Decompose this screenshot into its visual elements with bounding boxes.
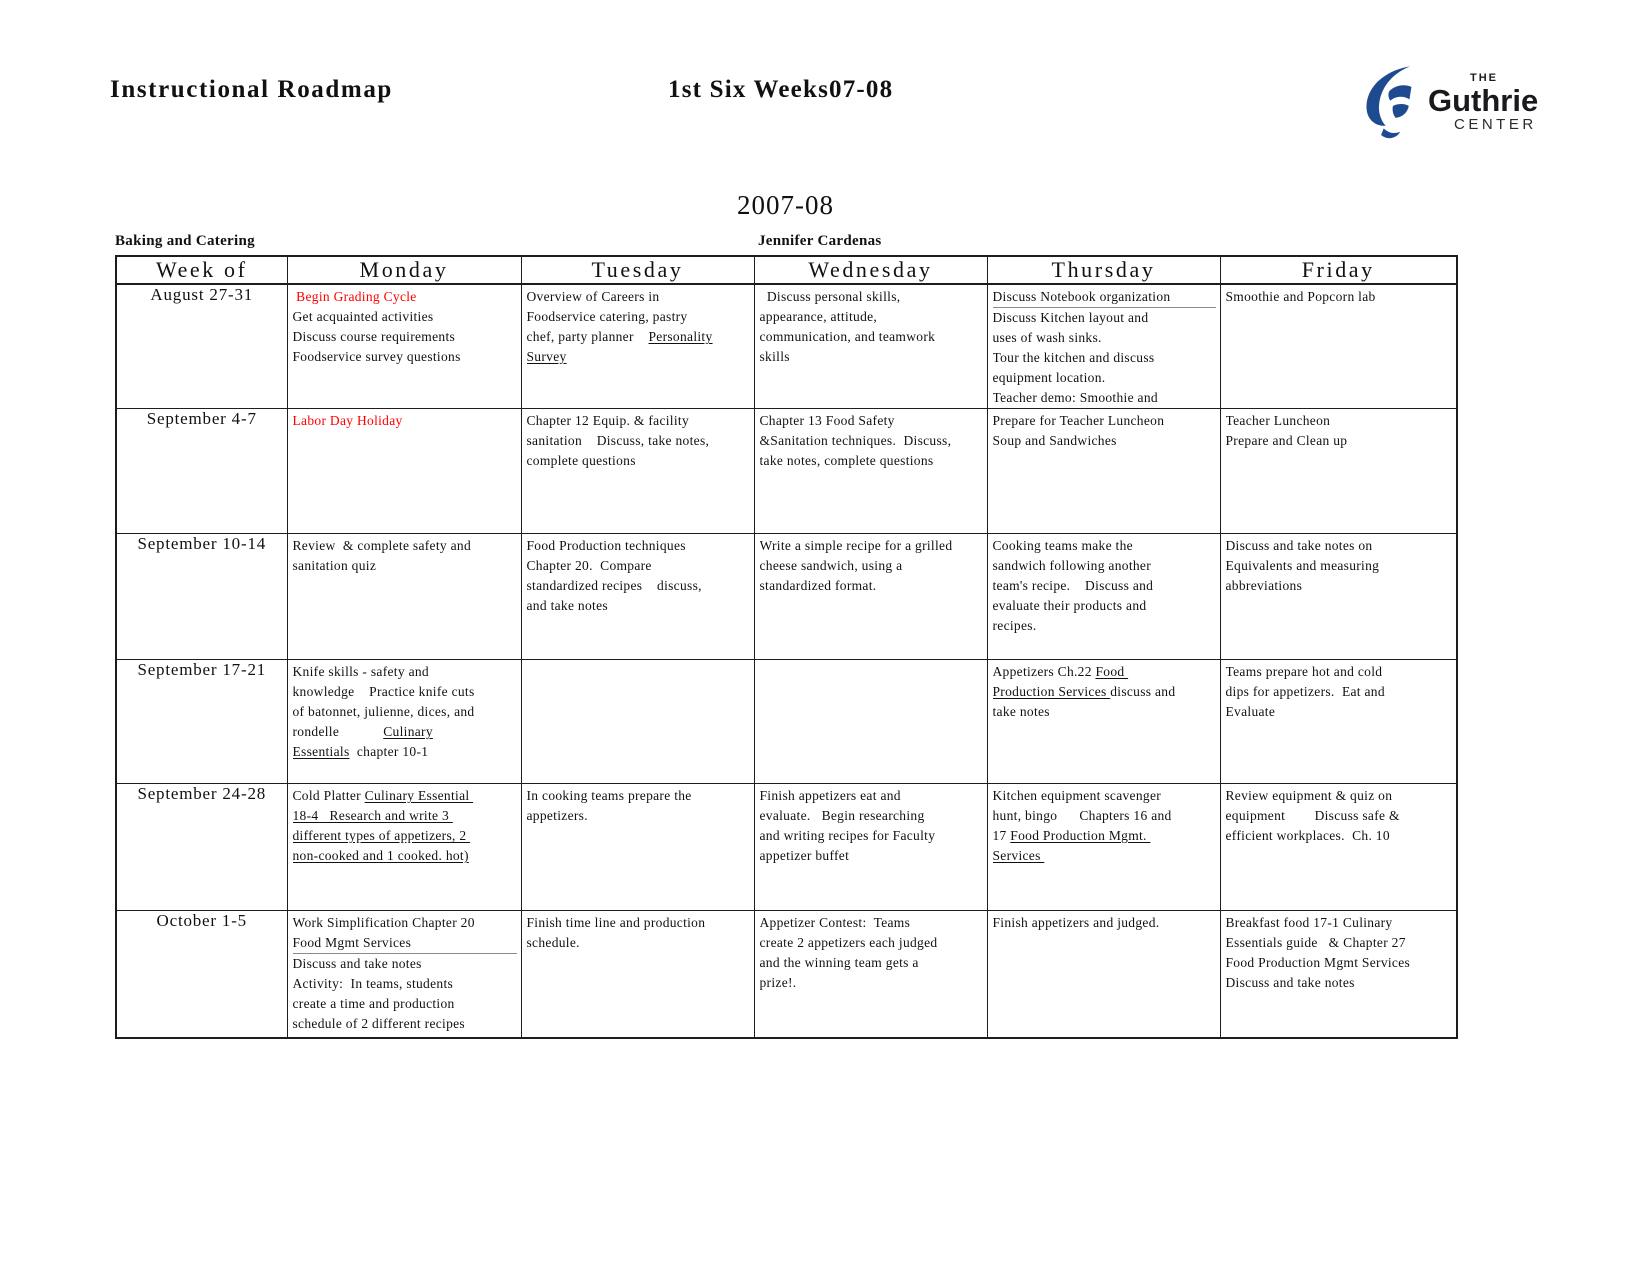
school-year-title: 2007-08: [737, 190, 834, 220]
schedule-cell-monday: [287, 911, 521, 1038]
schedule-text-line: evaluate. Begin researching: [759, 808, 925, 823]
logo-word-the: THE: [1470, 71, 1498, 84]
schedule-text-line: Production Services discuss and: [992, 684, 1176, 699]
logo-word-guthrie: Guthrie: [1428, 82, 1539, 118]
schedule-text-line: complete questions: [526, 453, 636, 468]
schedule-text-line: communication, and teamwork: [759, 329, 936, 344]
week-cell: September 10-14: [116, 534, 287, 660]
schedule-text-line: 17 Food Production Mgmt.: [992, 828, 1151, 843]
schedule-cell-wednesday: [754, 911, 987, 1038]
schedule-text-line: Teacher Luncheon: [1225, 413, 1331, 428]
schedule-text-line: of batonnet, julienne, dices, and: [292, 704, 475, 719]
week-cell: August 27-31: [116, 284, 287, 409]
schedule-text-line: &Sanitation techniques. Discuss,: [759, 433, 952, 448]
schedule-text-line: Food Production Mgmt Services: [1225, 955, 1411, 970]
schedule-cell-tuesday: [521, 911, 754, 1038]
schedule-text-line: rondelle Culinary: [292, 724, 433, 739]
schedule-text-line: schedule.: [526, 935, 580, 950]
schedule-text-line: Begin Grading Cycle: [292, 289, 417, 304]
table-row: [116, 284, 1457, 409]
schedule-cell-thursday: [987, 911, 1220, 1038]
schedule-text-line: Discuss and take notes: [292, 956, 422, 971]
schedule-text-line: different types of appetizers, 2: [292, 828, 471, 843]
schedule-text-line: Essentials chapter 10-1: [292, 744, 429, 759]
schedule-text-line: Appetizer Contest: Teams: [759, 915, 911, 930]
schedule-text-line: Finish time line and production: [526, 915, 706, 930]
schedule-cell-thursday: [987, 784, 1220, 911]
schedule-cell-thursday: [987, 660, 1220, 784]
schedule-header-row: [116, 256, 1457, 284]
schedule-text-line: Foodservice catering, pastry: [526, 309, 688, 324]
schedule-text-line: team's recipe. Discuss and: [992, 578, 1154, 593]
guthrie-logo-text: [1428, 73, 1538, 132]
schedule-text-line: Discuss and take notes on: [1225, 538, 1373, 553]
schedule-cell-tuesday: [521, 660, 754, 784]
table-row: [116, 911, 1457, 1038]
schedule-cell-tuesday: [521, 784, 754, 911]
document-title: Instructional Roadmap: [110, 76, 393, 103]
schedule-text-line: appearance, attitude,: [759, 309, 878, 324]
schedule-text-line: Chapter 12 Equip. & facility: [526, 413, 689, 428]
schedule-cell-tuesday: [521, 534, 754, 660]
schedule-text-line: Chapter 20. Compare: [526, 558, 652, 573]
schedule-text-line: recipes.: [992, 618, 1037, 633]
table-row: [116, 784, 1457, 911]
schedule-text-line: Finish appetizers eat and: [759, 788, 901, 803]
week-cell: October 1-5: [116, 911, 287, 1038]
schedule-text-line: and take notes: [526, 598, 608, 613]
schedule-text-line: 18-4 Research and write 3: [292, 808, 453, 823]
schedule-cell-wednesday: [754, 409, 987, 534]
schedule-text-line: take notes, complete questions: [759, 453, 934, 468]
schedule-text-line: Food Mgmt Services: [293, 933, 517, 954]
schedule-text-line: sanitation Discuss, take notes,: [526, 433, 710, 448]
schedule-text-line: Finish appetizers and judged.: [992, 915, 1160, 930]
schedule-text-line: Get acquainted activities: [292, 309, 434, 324]
schedule-text-line: equipment location.: [992, 370, 1106, 385]
course-meta-row: [115, 233, 1456, 253]
schedule-text-line: and the winning team gets a: [759, 955, 919, 970]
schedule-text-line: sanitation quiz: [292, 558, 377, 573]
schedule-text-line: dips for appetizers. Eat and: [1225, 684, 1385, 699]
schedule-cell-wednesday: [754, 784, 987, 911]
schedule-cell-wednesday: [754, 534, 987, 660]
schedule-cell-friday: [1220, 660, 1457, 784]
schedule-cell-monday: [287, 784, 521, 911]
schedule-text-line: take notes: [992, 704, 1050, 719]
schedule-cell-wednesday: [754, 284, 987, 409]
schedule-table: [115, 255, 1458, 1039]
course-name: Baking and Catering: [115, 233, 255, 249]
schedule-text-line: appetizers.: [526, 808, 588, 823]
guthrie-center-logo: [1356, 64, 1538, 140]
schedule-text-line: evaluate their products and: [992, 598, 1147, 613]
schedule-cell-friday: [1220, 784, 1457, 911]
schedule-cell-thursday: [987, 409, 1220, 534]
schedule-text-line: Kitchen equipment scavenger: [992, 788, 1162, 803]
schedule-text-line: knowledge Practice knife cuts: [292, 684, 475, 699]
schedule-text-line: Appetizers Ch.22 Food: [992, 664, 1129, 679]
schedule-text-line: In cooking teams prepare the: [526, 788, 692, 803]
schedule-text-line: Breakfast food 17-1 Culinary: [1225, 915, 1393, 930]
schedule-text-line: prize!.: [759, 975, 797, 990]
schedule-text-line: efficient workplaces. Ch. 10: [1225, 828, 1390, 843]
schedule-text-line: Foodservice survey questions: [292, 349, 461, 364]
schedule-cell-friday: [1220, 409, 1457, 534]
schedule-text-line: standardized format.: [759, 578, 877, 593]
schedule-cell-monday: [287, 409, 521, 534]
schedule-text-line: non-cooked and 1 cooked. hot): [292, 848, 469, 863]
schedule-text-line: Overview of Careers in: [526, 289, 660, 304]
document-subtitle: 1st Six Weeks07-08: [668, 76, 894, 103]
schedule-text-line: Work Simplification Chapter 20: [292, 915, 475, 930]
schedule-text-line: Teams prepare hot and cold: [1225, 664, 1383, 679]
column-header-monday: Monday: [287, 256, 521, 284]
week-cell: September 24-28: [116, 784, 287, 911]
schedule-text-line: sandwich following another: [992, 558, 1152, 573]
schedule-cell-monday: [287, 284, 521, 409]
schedule-text-line: Evaluate: [1225, 704, 1276, 719]
schedule-text-line: equipment Discuss safe &: [1225, 808, 1400, 823]
schedule-cell-friday: [1220, 284, 1457, 409]
schedule-text-line: schedule of 2 different recipes: [292, 1016, 465, 1031]
schedule-text-line: Write a simple recipe for a grilled: [759, 538, 953, 553]
column-header-week-of: Week of: [116, 256, 287, 284]
schedule-text-line: Prepare for Teacher Luncheon: [992, 413, 1165, 428]
schedule-cell-tuesday: [521, 284, 754, 409]
schedule-text-line: Discuss course requirements: [292, 329, 456, 344]
schedule-text-line: appetizer buffet: [759, 848, 850, 863]
schedule-cell-monday: [287, 660, 521, 784]
schedule-text-line: and writing recipes for Faculty: [759, 828, 936, 843]
schedule-text-line: Chapter 13 Food Safety: [759, 413, 895, 428]
schedule-cell-tuesday: [521, 409, 754, 534]
schedule-text-line: Teacher demo: Smoothie and: [992, 390, 1158, 405]
schedule-body: [116, 284, 1457, 1038]
schedule-text-line: Survey: [526, 349, 567, 364]
schedule-text-line: abbreviations: [1225, 578, 1303, 593]
schedule-text-line: Essentials guide & Chapter 27: [1225, 935, 1406, 950]
schedule-text-line: uses of wash sinks.: [992, 330, 1102, 345]
week-cell: September 4-7: [116, 409, 287, 534]
schedule-text-line: Activity: In teams, students: [292, 976, 454, 991]
schedule-text-line: Services: [992, 848, 1045, 863]
schedule-text-line: Prepare and Clean up: [1225, 433, 1348, 448]
table-row: [116, 409, 1457, 534]
schedule-text-line: Review & complete safety and: [292, 538, 472, 553]
column-header-thursday: Thursday: [987, 256, 1220, 284]
schedule-text-line: Discuss and take notes: [1225, 975, 1355, 990]
week-cell: September 17-21: [116, 660, 287, 784]
teacher-name: Jennifer Cardenas: [758, 233, 882, 249]
schedule-text-line: Discuss Kitchen layout and: [992, 310, 1149, 325]
schedule-text-line: create 2 appetizers each judged: [759, 935, 938, 950]
schedule-text-line: Soup and Sandwiches: [992, 433, 1117, 448]
schedule-text-line: Review equipment & quiz on: [1225, 788, 1393, 803]
schedule-text-line: create a time and production: [292, 996, 455, 1011]
schedule-text-line: Equivalents and measuring: [1225, 558, 1380, 573]
schedule-text-line: Food Production techniques: [526, 538, 686, 553]
schedule-text-line: Smoothie and Popcorn lab: [1225, 289, 1376, 304]
schedule-text-line: Discuss Notebook organization: [993, 287, 1216, 308]
schedule-cell-friday: [1220, 534, 1457, 660]
schedule-cell-monday: [287, 534, 521, 660]
column-header-friday: Friday: [1220, 256, 1457, 284]
schedule-text-line: hunt, bingo Chapters 16 and: [992, 808, 1172, 823]
schedule-text-line: cheese sandwich, using a: [759, 558, 903, 573]
schedule-cell-thursday: [987, 284, 1220, 409]
schedule-text-line: Cooking teams make the: [992, 538, 1133, 553]
schedule-cell-friday: [1220, 911, 1457, 1038]
schedule-text-line: standardized recipes discuss,: [526, 578, 702, 593]
table-row: [116, 534, 1457, 660]
column-header-wednesday: Wednesday: [754, 256, 987, 284]
schedule-text-line: Cold Platter Culinary Essential: [292, 788, 474, 803]
schedule-text-line: Labor Day Holiday: [292, 413, 403, 428]
guthrie-g-icon: [1356, 64, 1422, 140]
schedule-text-line: chef, party planner Personality: [526, 329, 713, 344]
schedule-text-line: Tour the kitchen and discuss: [992, 350, 1155, 365]
schedule-text-line: Discuss personal skills,: [759, 289, 901, 304]
column-header-tuesday: Tuesday: [521, 256, 754, 284]
schedule-cell-wednesday: [754, 660, 987, 784]
schedule-text-line: skills: [759, 349, 790, 364]
table-row: [116, 660, 1457, 784]
schedule-cell-thursday: [987, 534, 1220, 660]
schedule-text-line: Knife skills - safety and: [292, 664, 429, 679]
logo-word-center: CENTER: [1454, 115, 1537, 133]
